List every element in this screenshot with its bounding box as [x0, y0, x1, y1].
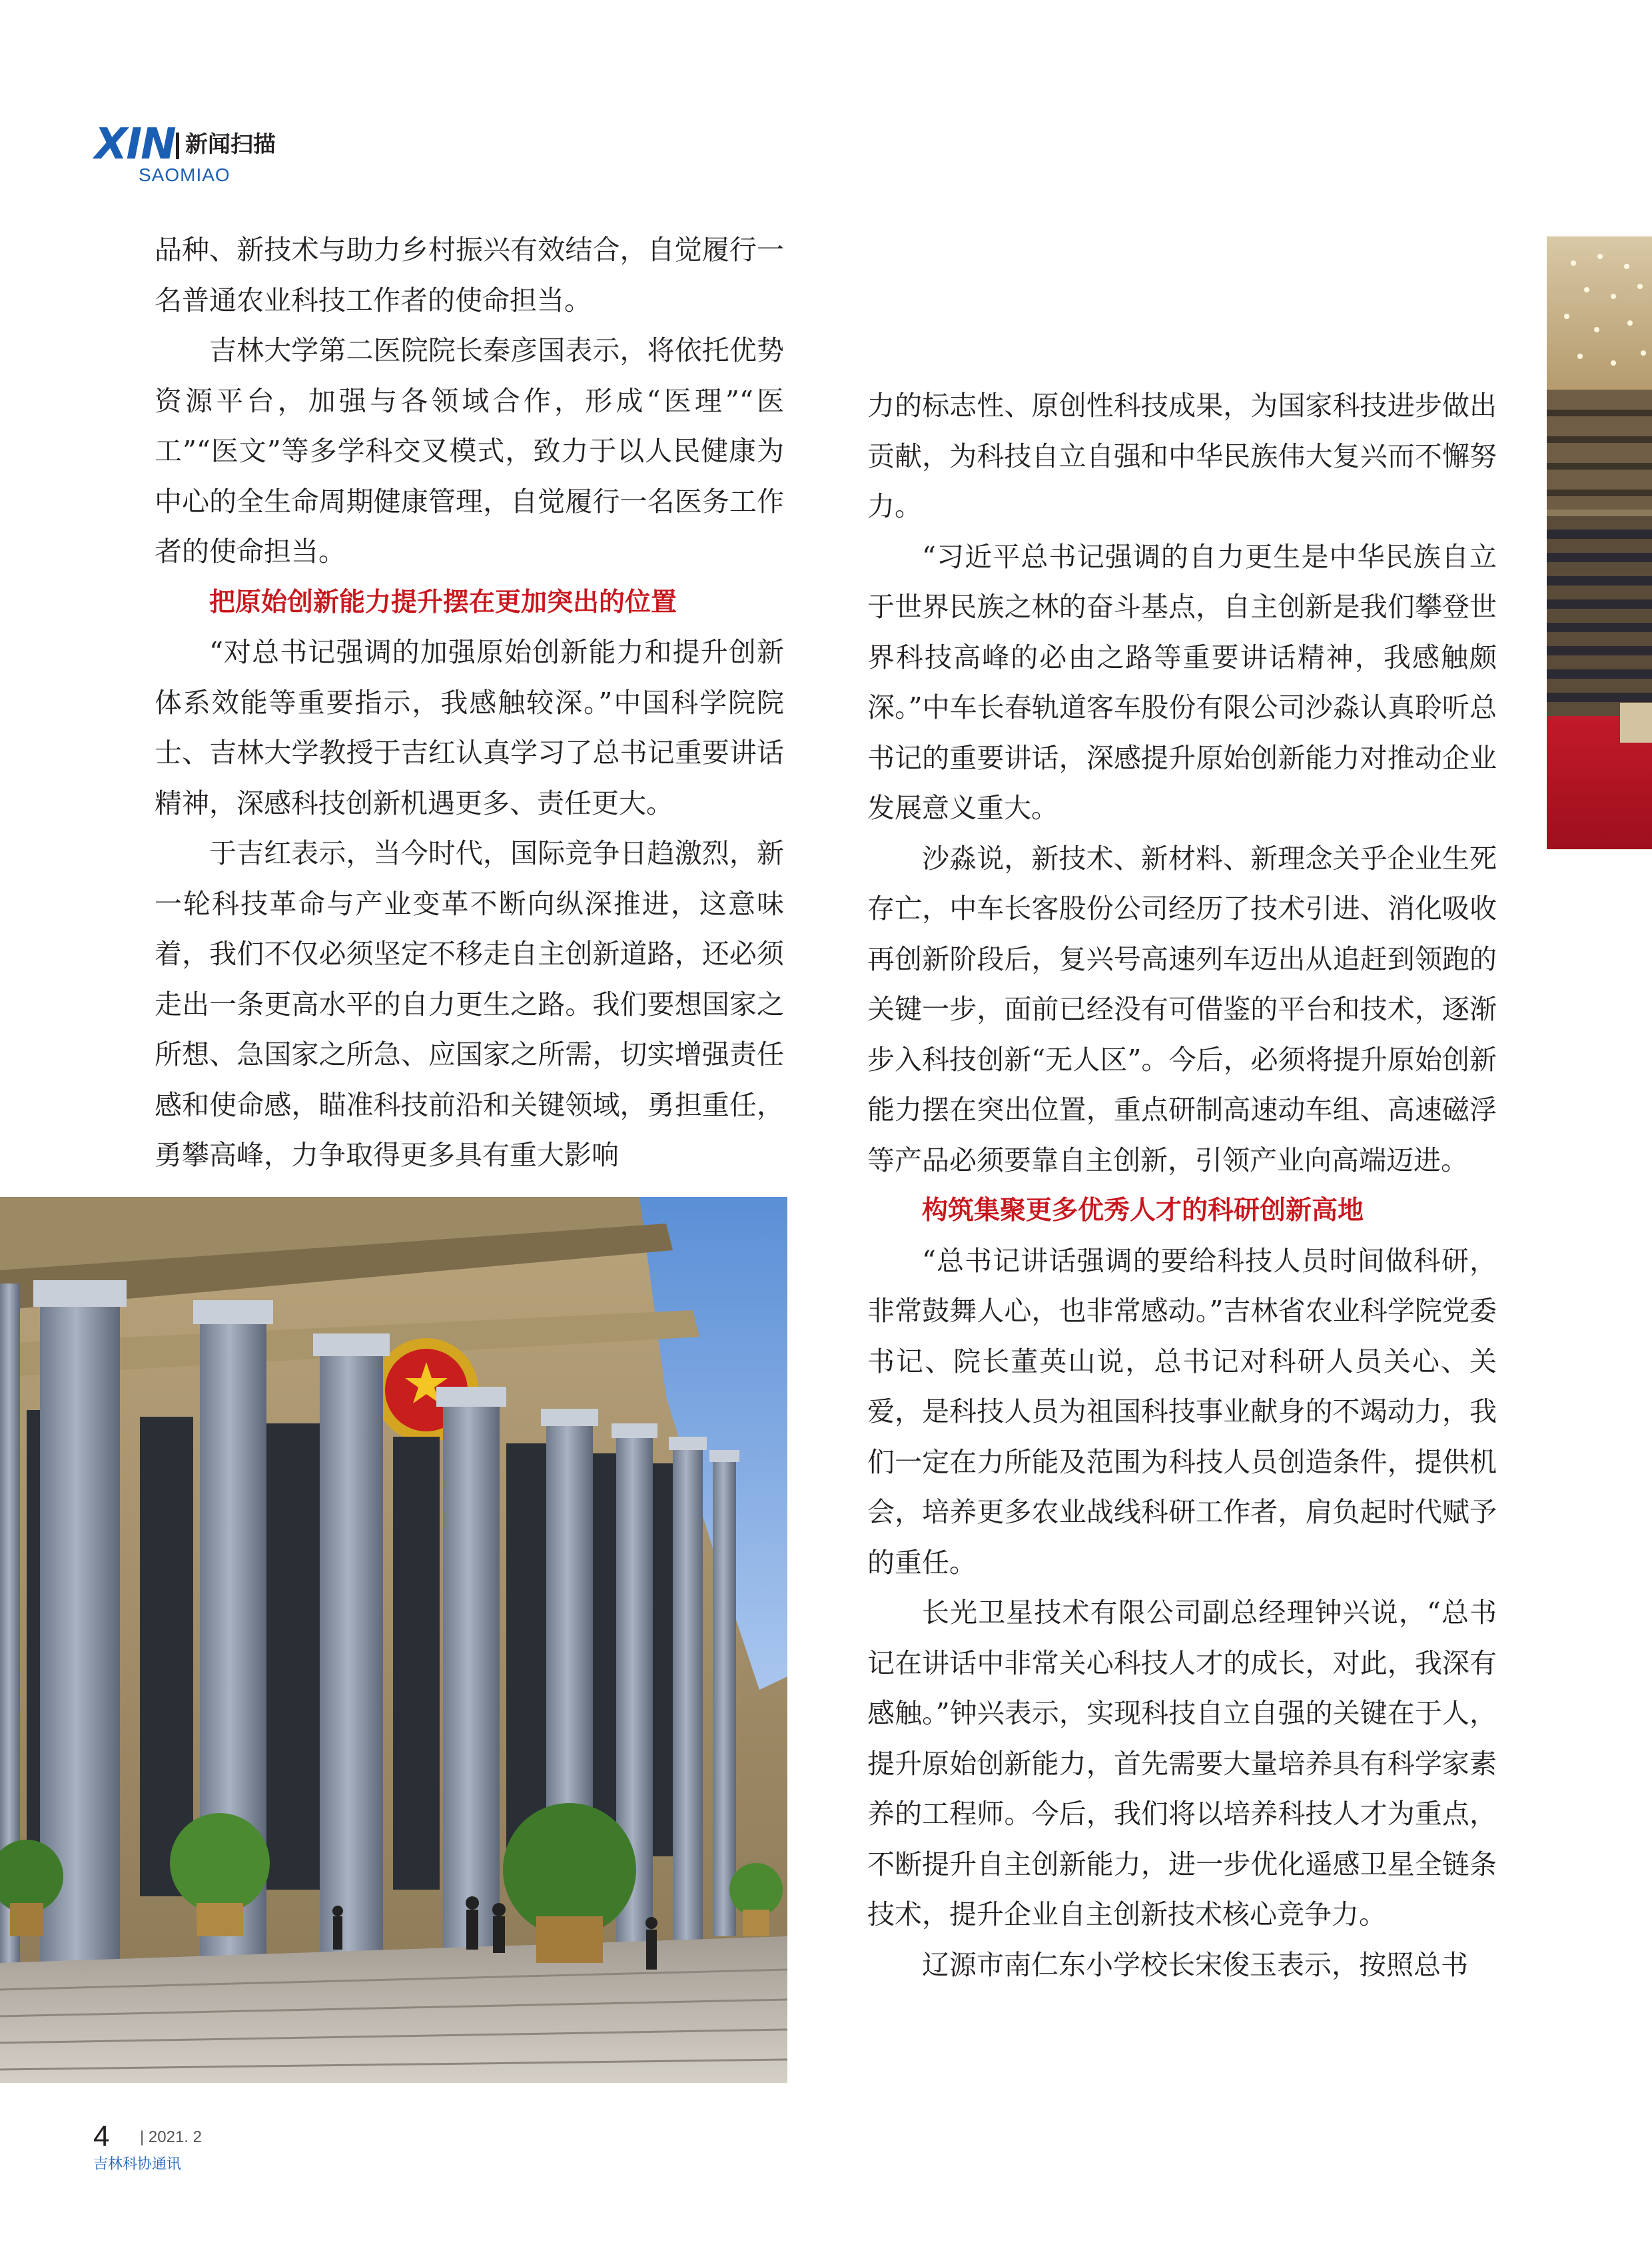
- right-paragraph-5: 长光卫星技术有限公司副总经理钟兴说，“总书记在讲话中非常关心科技人才的成长，对此，我深有感触。”钟兴表示，实现科技自立自强的关键在于人，提升原始创新能力，首先需要大量培养具有科学家素养的工程师。今后，我们将以培养科技人才为重点，不断提升自主创新能力，进一步优化遥感卫星全链条技术，提升企业自主创新技术核心竞争力。: [867, 1597, 1497, 1930]
- left-text-column: [155, 225, 784, 1181]
- page-number: 4: [93, 2120, 110, 2153]
- right-text-column: [867, 381, 1497, 1990]
- great-hall-illustration: [0, 1197, 787, 2083]
- section-heading-1: 把原始创新能力提升摆在更加突出的位置: [209, 587, 677, 617]
- left-paragraph-1: 品种、新技术与助力乡村振兴有效结合，自觉履行一名普通农业科技工作者的使命担当。: [155, 234, 784, 316]
- logo-xin-text: XIN: [95, 120, 175, 169]
- right-paragraph-6: 辽源市南仁东小学校长宋俊玉表示，按照总书: [922, 1948, 1468, 1981]
- left-paragraph-4: 于吉红表示，当今时代，国际竞争日趋激烈，新一轮科技革命与产业变革不断向纵深推进，这意味着，我们不仅必须坚定不移走自主创新道路，还必须走出一条更高水平的自力更生之路。我们要想国家之所想、急国家之所急、应国家之所需，切实增强责任感和使命感，瞄准科技前沿和关键领域，勇担重任，勇攀高峰，力争取得更多具有重大影响: [155, 837, 784, 1171]
- left-paragraph-3: “对总书记强调的加强原始创新能力和提升创新体系效能等重要指示，我感触较深。”中国科学院院士、吉林大学教授于吉红认真学习了总书记重要讲话精神，深感科技创新机遇更多、责任更大。: [155, 636, 784, 819]
- great-hall-photo: [0, 1197, 787, 2083]
- conference-hall-photo: [1547, 236, 1652, 849]
- right-paragraph-3: 沙淼说，新技术、新材料、新理念关乎企业生死存亡，中车长客股份公司经历了技术引进、消化吸收再创新阶段后，复兴号高速列车迈出从追赶到领跑的关键一步，面前已经没有可借鉴的平台和技术，逐渐步入科技创新“无人区”。今后，必须将提升原始创新能力摆在突出位置，重点研制高速动车组、高速磁浮等产品必须要靠自主创新，引领产业向高端迈进。: [867, 842, 1497, 1176]
- issue-date: | 2021. 2: [140, 2128, 202, 2146]
- left-paragraph-2: 吉林大学第二医院院长秦彦国表示，将依托优势资源平台，加强与各领域合作，形成“医理”“医工”“医文”等多学科交叉模式，致力于以人民健康为中心的全生命周期健康管理，自觉履行一名医务工作者的使命担当。: [155, 334, 784, 567]
- right-paragraph-1: 力的标志性、原创性科技成果，为国家科技进步做出贡献，为科技自立自强和中华民族伟大复兴而不懈努力。: [867, 390, 1497, 522]
- logo-section-title: 新闻扫描: [185, 131, 276, 158]
- logo-section-pinyin: SAOMIAO: [139, 165, 230, 185]
- section-heading-2: 构筑集聚更多优秀人才的科研创新高地: [922, 1196, 1364, 1226]
- right-paragraph-4: “总书记讲话强调的要给科技人员时间做科研，非常鼓舞人心，也非常感动。”吉林省农业科学院党委书记、院长董英山说，总书记对科研人员关心、关爱，是科技人员为祖国科技事业献身的不竭动力，我们一定在力所能及范围为科技人员创造条件，提供机会，培养更多农业战线科研工作者，肩负起时代赋予的重任。: [867, 1244, 1497, 1579]
- magazine-name: 吉林科协通讯: [93, 2156, 182, 2173]
- right-paragraph-2: “习近平总书记强调的自力更生是中华民族自立于世界民族之林的奋斗基点，自主创新是我们攀登世界科技高峰的必由之路等重要讲话精神，我感触颇深。”中车长春轨道客车股份有限公司沙淼认真聆听总书记的重要讲话，深感提升原始创新能力对推动企业发展意义重大。: [867, 540, 1497, 824]
- conference-hall-illustration: [1547, 236, 1652, 849]
- logo-divider: [176, 133, 179, 159]
